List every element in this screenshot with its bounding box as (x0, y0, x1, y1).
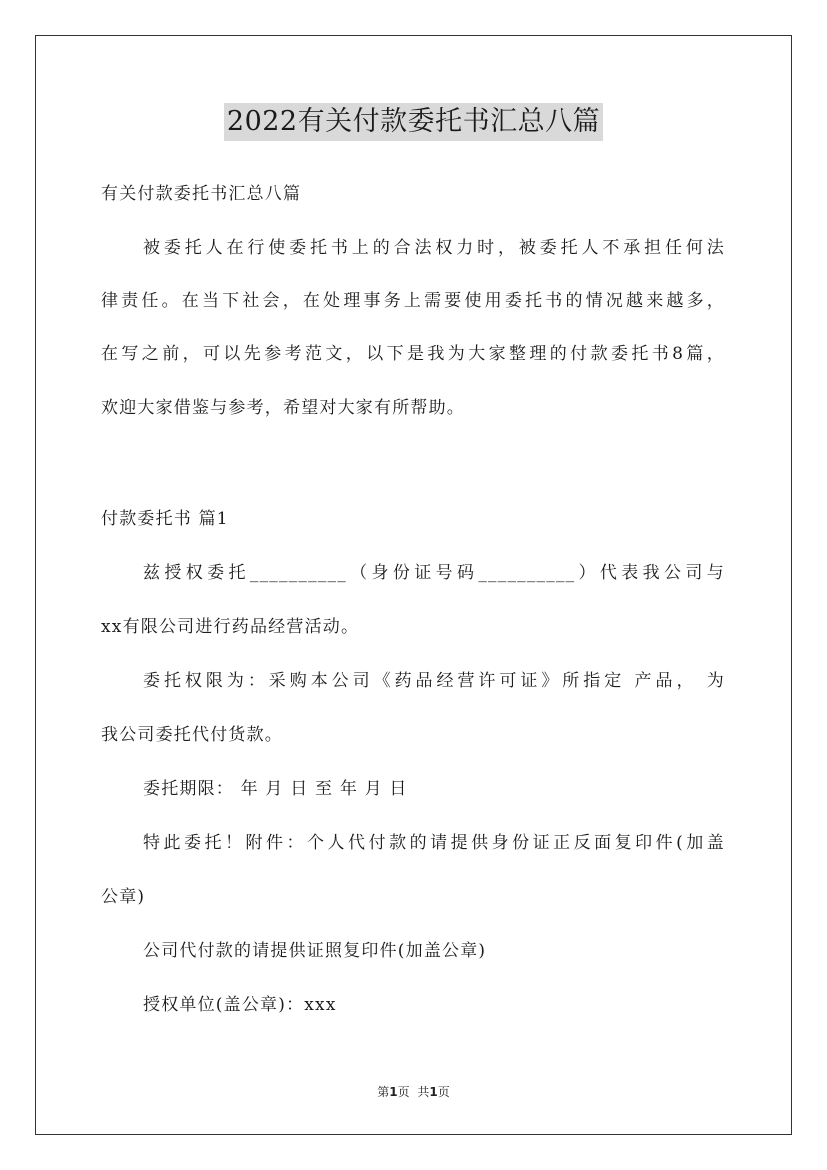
intro-line-2: 律责任。在当下社会，在处理事务上需要使用委托书的情况越来越多， (101, 291, 725, 311)
body-line-5: 委托期限： 年 月 日 至 年 月 日 (143, 779, 408, 799)
section-heading: 付款委托书 篇1 (101, 509, 229, 529)
footer-total-number: 1 (429, 1085, 438, 1099)
body-line-1: 兹授权委托__________（身份证号码__________）代表我公司与 (143, 563, 725, 583)
body-line-9: 授权单位(盖公章)：xxx (143, 995, 337, 1015)
intro-line-3: 在写之前，可以先参考范文，以下是我为大家整理的付款委托书8篇， (101, 344, 725, 364)
document-subtitle: 有关付款委托书汇总八篇 (101, 184, 302, 204)
body-line-2: xx有限公司进行药品经营活动。 (101, 617, 360, 637)
body-line-7: 公章) (101, 887, 146, 907)
body-line-3: 委托权限为：采购本公司《药品经营许可证》所指定 产品， 为 (143, 671, 725, 691)
footer-page-suffix: 页 (397, 1085, 410, 1099)
body-line-4: 我公司委托代付货款。 (101, 725, 283, 745)
title-container (0, 103, 827, 141)
body-line-8: 公司代付款的请提供证照复印件(加盖公章) (143, 941, 487, 961)
intro-line-1: 被委托人在行使委托书上的合法权力时，被委托人不承担任何法 (143, 238, 725, 258)
body-line-6: 特此委托！附件：个人代付款的请提供身份证正反面复印件(加盖 (143, 833, 725, 853)
footer-total-suffix: 页 (437, 1085, 450, 1099)
footer-total-prefix: 共 (417, 1085, 430, 1099)
intro-line-4: 欢迎大家借鉴与参考，希望对大家有所帮助。 (101, 398, 465, 418)
footer-page-number: 1 (389, 1085, 398, 1099)
document-title: 2022有关付款委托书汇总八篇 (224, 103, 603, 141)
footer-page-prefix: 第 (377, 1085, 390, 1099)
page-footer (0, 1084, 827, 1100)
